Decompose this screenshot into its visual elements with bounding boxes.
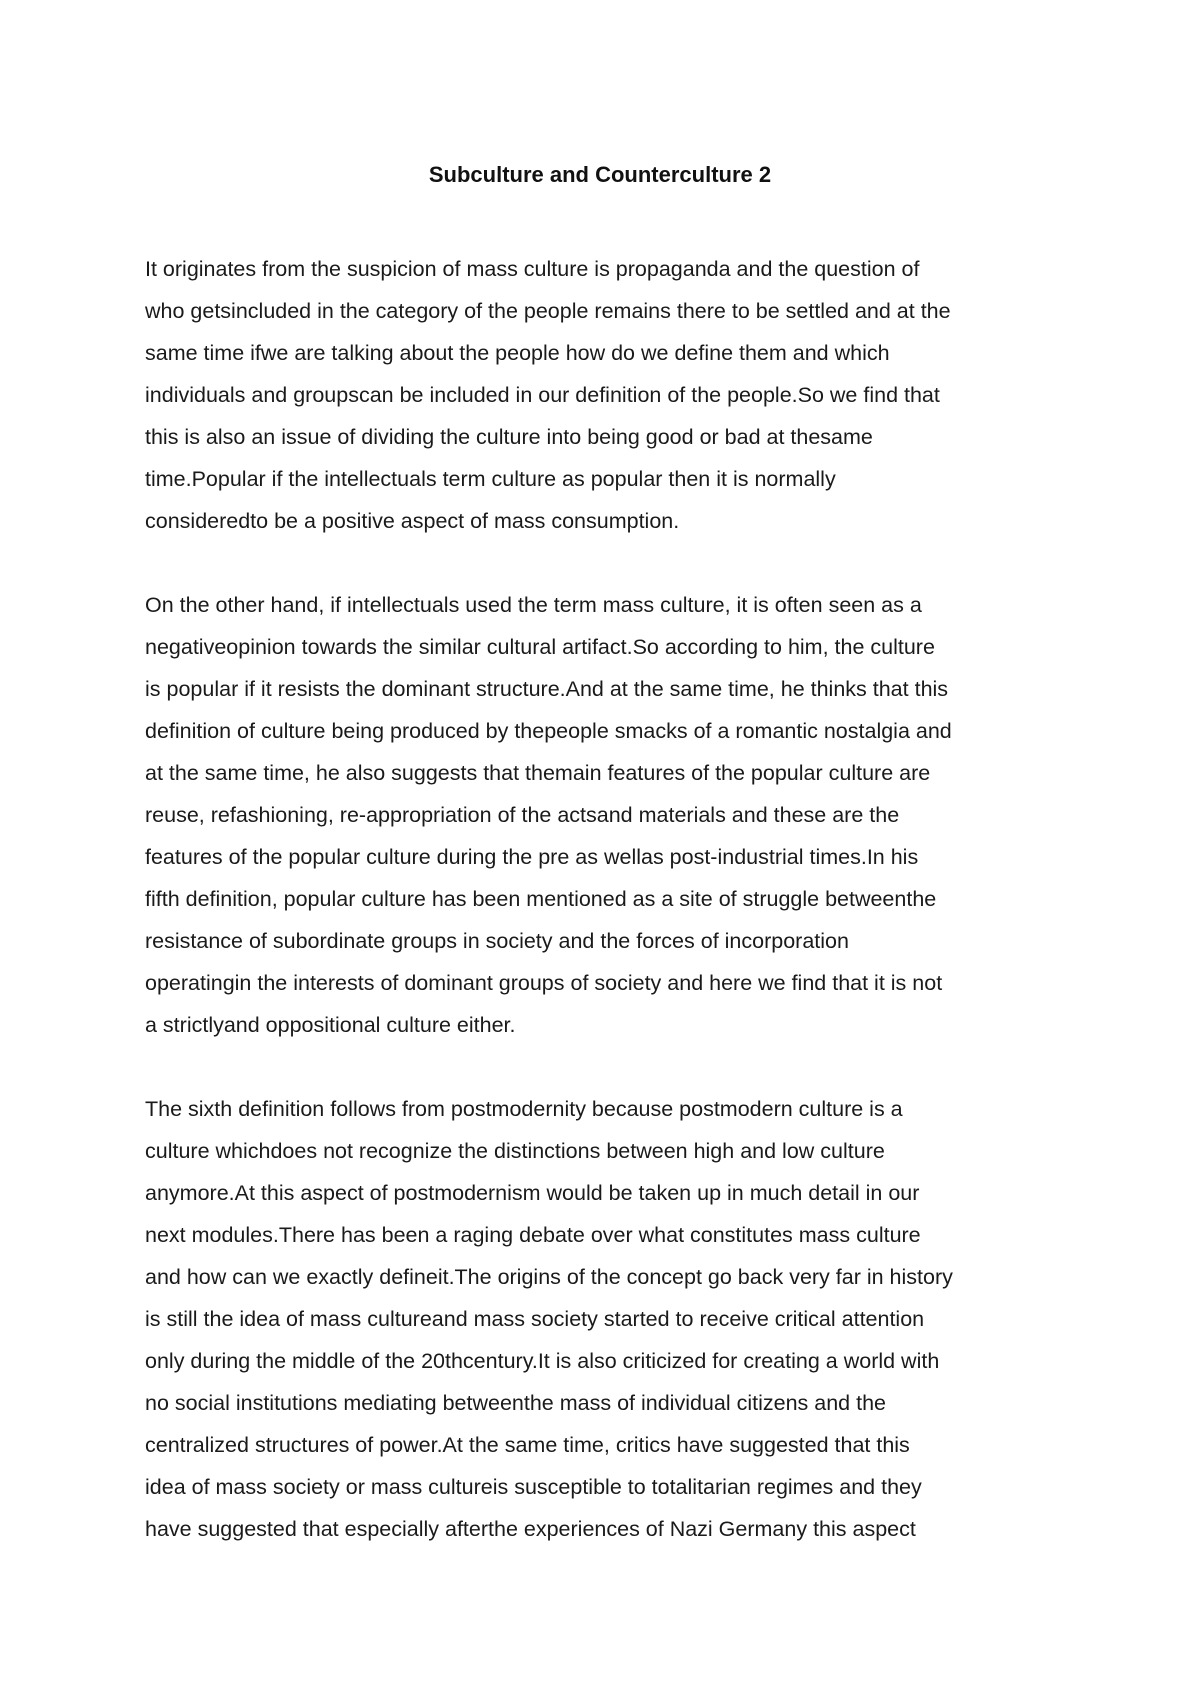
text-line: is still the idea of mass cultureand mass society started to receive critical attention	[145, 1307, 925, 1331]
text-line: centralized structures of power.At the same time, critics have suggested that this	[145, 1433, 910, 1457]
paragraph-1	[145, 248, 1075, 542]
text-line: time.Popular if the intellectuals term culture as popular then it is normally	[145, 467, 836, 491]
text-line: individuals and groupscan be included in our definition of the people.So we find that	[145, 383, 940, 407]
text-line: at the same time, he also suggests that themain features of the popular culture are	[145, 761, 931, 785]
text-line: culture whichdoes not recognize the distinctions between high and low culture	[145, 1139, 885, 1163]
text-line: have suggested that especially afterthe experiences of Nazi Germany this aspect	[145, 1517, 916, 1541]
text-line: anymore.At this aspect of postmodernism would be taken up in much detail in our	[145, 1181, 920, 1205]
text-line: reuse, refashioning, re-appropriation of the actsand materials and these are the	[145, 803, 900, 827]
text-line: It originates from the suspicion of mass culture is propaganda and the question of	[145, 257, 920, 281]
text-line: On the other hand, if intellectuals used the term mass culture, it is often seen as a	[145, 593, 922, 617]
text-line: definition of culture being produced by thepeople smacks of a romantic nostalgia and	[145, 719, 952, 743]
text-line: no social institutions mediating betweenthe mass of individual citizens and the	[145, 1391, 886, 1415]
text-line: who getsincluded in the category of the people remains there to be settled and at the	[145, 299, 951, 323]
text-line: this is also an issue of dividing the culture into being good or bad at thesame	[145, 425, 873, 449]
text-line: features of the popular culture during the pre as wellas post-industrial times.In his	[145, 845, 919, 869]
document-title: Subculture and Counterculture 2	[428, 162, 772, 187]
document-body	[145, 248, 1075, 1592]
paragraph-3	[145, 1088, 1075, 1550]
paragraph-2	[145, 584, 1075, 1046]
text-line: consideredto be a positive aspect of mass consumption.	[145, 509, 680, 533]
text-line: idea of mass society or mass cultureis susceptible to totalitarian regimes and they	[145, 1475, 922, 1499]
text-line: The sixth definition follows from postmodernity because postmodern culture is a	[145, 1097, 903, 1121]
text-line: next modules.There has been a raging debate over what constitutes mass culture	[145, 1223, 921, 1247]
text-line: resistance of subordinate groups in society and the forces of incorporation	[145, 929, 849, 953]
text-line: and how can we exactly defineit.The origins of the concept go back very far in history	[145, 1265, 953, 1289]
text-line: negativeopinion towards the similar cultural artifact.So according to him, the culture	[145, 635, 935, 659]
text-line: is popular if it resists the dominant structure.And at the same time, he thinks that this	[145, 677, 949, 701]
text-line: same time ifwe are talking about the people how do we define them and which	[145, 341, 890, 365]
text-line: operatingin the interests of dominant groups of society and here we find that it is not	[145, 971, 943, 995]
text-line: fifth definition, popular culture has been mentioned as a site of struggle betweenthe	[145, 887, 937, 911]
text-line: only during the middle of the 20thcentury.It is also criticized for creating a world with	[145, 1349, 940, 1373]
text-line: a strictlyand oppositional culture either.	[145, 1013, 516, 1037]
